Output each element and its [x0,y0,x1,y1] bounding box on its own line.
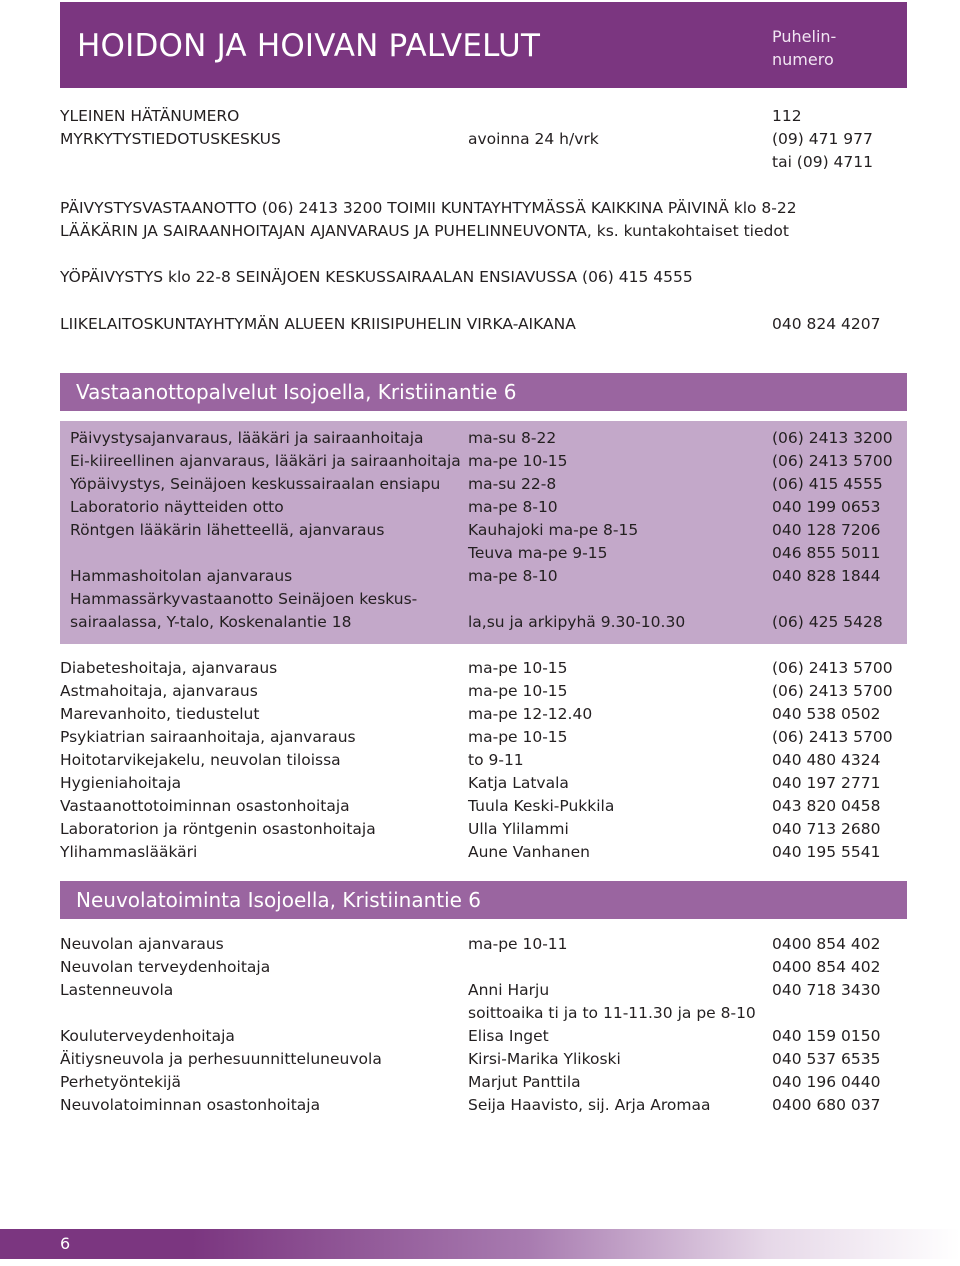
service-phone: 040 196 0440 [772,1073,881,1091]
service-info: Katja Latvala [468,774,569,792]
service-info: Teuva ma-pe 9-15 [468,544,608,562]
service-phone: (06) 2413 5700 [772,682,893,700]
service-phone: 040 199 0653 [772,498,881,516]
table-row [60,542,907,565]
footer-gradient-bar [0,1229,960,1259]
service-phone: (06) 2413 5700 [772,659,893,677]
page-title: HOIDON JA HOIVAN PALVELUT [77,28,541,64]
table-row [60,772,907,795]
service-info: Marjut Panttila [468,1073,581,1091]
phone-label-line2: numero [772,50,834,69]
service-name: Äitiysneuvola ja perhesuunnitteluneuvola [60,1050,382,1068]
service-phone: 040 480 4324 [772,751,881,769]
service-phone: 0400 680 037 [772,1096,881,1114]
service-info: Ulla Ylilammi [468,820,569,838]
phone-column-label [772,25,836,71]
service-name: sairaalassa, Y-talo, Koskenalantie 18 [70,613,352,631]
service-info: to 9-11 [468,751,524,769]
service-phone: 040 537 6535 [772,1050,881,1068]
service-info: Tuula Keski-Pukkila [468,797,615,815]
table-row [60,680,907,703]
table-row [60,841,907,864]
service-info: Kauhajoki ma-pe 8-15 [468,521,639,539]
service-phone: 040 713 2680 [772,820,881,838]
table-row [60,519,907,542]
service-name: Lastenneuvola [60,981,174,999]
service-phone: 040 159 0150 [772,1027,881,1045]
service-info: ma-pe 10-15 [468,659,568,677]
notice-line [60,220,907,243]
table-row [60,726,907,749]
table-row [60,818,907,841]
crisis-phone: 040 824 4207 [772,315,881,333]
page-header [60,2,907,88]
table-row [60,1048,907,1071]
service-phone: 046 855 5011 [772,544,881,562]
table-row [60,1002,907,1025]
service-name: Päivystysajanvaraus, lääkäri ja sairaanhoitaja [70,429,424,447]
service-phone: (06) 2413 5700 [772,728,893,746]
service-info: Seija Haavisto, sij. Arja Aromaa [468,1096,711,1114]
service-phone: 040 538 0502 [772,705,881,723]
table-row [60,1094,907,1117]
service-info: soittoaika ti ja to 11-11.30 ja pe 8-10 [468,1004,756,1022]
service-info: ma-pe 10-11 [468,935,568,953]
service-phone: (06) 2413 5700 [772,452,893,470]
service-phone: 040 128 7206 [772,521,881,539]
service-phone: 043 820 0458 [772,797,881,815]
service-name: Marevanhoito, tiedustelut [60,705,260,723]
service-phone: tai (09) 4711 [772,153,873,171]
table-row [60,933,907,956]
service-name: Psykiatrian sairaanhoitaja, ajanvaraus [60,728,356,746]
service-info: ma-pe 12-12.40 [468,705,593,723]
service-info: ma-su 8-22 [468,429,557,447]
service-phone: 0400 854 402 [772,958,881,976]
section-title: Neuvolatoiminta Isojoella, Kristiinantie 6 [76,888,482,912]
service-info: ma-su 22-8 [468,475,557,493]
service-info: Kirsi-Marika Ylikoski [468,1050,621,1068]
service-info: ma-pe 10-15 [468,682,568,700]
service-name: Vastaanottotoiminnan osastonhoitaja [60,797,350,815]
table-row [60,956,907,979]
service-name: Kouluterveydenhoitaja [60,1027,235,1045]
table-row [60,749,907,772]
service-info: ma-pe 10-15 [468,452,568,470]
table-row [60,795,907,818]
table-row [60,657,907,680]
notice-text: LÄÄKÄRIN JA SAIRAANHOITAJAN AJANVARAUS JA PUHELINNEUVONTA, ks. kuntakohtaiset tiedot [60,222,789,240]
service-name: Diabeteshoitaja, ajanvaraus [60,659,278,677]
service-info: avoinna 24 h/vrk [468,130,599,148]
table-row [60,611,907,634]
crisis-name: LIIKELAITOSKUNTAYHTYMÄN ALUEEN KRIISIPUHELIN VIRKA-AIKANA [60,315,576,333]
table-row [60,496,907,519]
page-number: 6 [60,1234,71,1253]
service-phone: 040 828 1844 [772,567,881,585]
service-info: Anni Harju [468,981,550,999]
general-row [60,128,907,151]
service-phone: 040 195 5541 [772,843,881,861]
service-info: ma-pe 8-10 [468,498,558,516]
table-row [60,565,907,588]
table-row [60,473,907,496]
notice-text: PÄIVYSTYSVASTAANOTTO (06) 2413 3200 TOIMII KUNTAYHTYMÄSSÄ KAIKKINA PÄIVINÄ klo 8-22 [60,199,797,217]
phone-label-line1: Puhelin- [772,27,837,46]
service-name: Astmahoitaja, ajanvaraus [60,682,258,700]
crisis-row [60,313,907,336]
service-info: Elisa Inget [468,1027,549,1045]
service-name: Ylihammaslääkäri [60,843,198,861]
service-name: YLEINEN HÄTÄNUMERO [60,107,240,125]
service-name: Neuvolan ajanvaraus [60,935,224,953]
service-info: ma-pe 8-10 [468,567,558,585]
service-name: MYRKYTYSTIEDOTUSKESKUS [60,130,281,148]
service-phone: (06) 425 5428 [772,613,883,631]
table-row [60,1071,907,1094]
service-name: Neuvolatoiminnan osastonhoitaja [60,1096,321,1114]
service-name: Hammassärkyvastaanotto Seinäjoen keskus- [70,590,418,608]
service-info: Aune Vanhanen [468,843,590,861]
service-phone: 112 [772,107,802,125]
table-row [60,703,907,726]
service-name: Perhetyöntekijä [60,1073,182,1091]
table-row [60,450,907,473]
service-name: Röntgen lääkärin lähetteellä, ajanvaraus [70,521,385,539]
service-name: Hygieniahoitaja [60,774,182,792]
general-row [60,105,907,128]
section-header [60,881,907,919]
table-row [60,979,907,1002]
service-name: Neuvolan terveydenhoitaja [60,958,271,976]
section-title: Vastaanottopalvelut Isojoella, Kristiinantie 6 [76,380,517,404]
table-row [60,427,907,450]
service-info: ma-pe 10-15 [468,728,568,746]
service-phone: 0400 854 402 [772,935,881,953]
service-phone: (06) 415 4555 [772,475,883,493]
service-phone: (09) 471 977 [772,130,873,148]
notice-line [60,197,907,220]
section-header [60,373,907,411]
service-name: Yöpäivystys, Seinäjoen keskussairaalan ensiapu [70,475,441,493]
notice-line [60,266,907,289]
service-name: Laboratorio näytteiden otto [70,498,284,516]
service-name: Laboratorion ja röntgenin osastonhoitaja [60,820,376,838]
service-name: Hammashoitolan ajanvaraus [70,567,293,585]
service-name: Ei-kiireellinen ajanvaraus, lääkäri ja sairaanhoitaja [70,452,461,470]
service-info: la,su ja arkipyhä 9.30-10.30 [468,613,686,631]
table-row [60,588,907,611]
service-name: Hoitotarvikejakelu, neuvolan tiloissa [60,751,341,769]
service-phone: 040 197 2771 [772,774,881,792]
service-phone: (06) 2413 3200 [772,429,893,447]
table-row [60,1025,907,1048]
service-phone: 040 718 3430 [772,981,881,999]
general-row [60,151,907,174]
notice-text: YÖPÄIVYSTYS klo 22-8 SEINÄJOEN KESKUSSAIRAALAN ENSIAVUSSA (06) 415 4555 [60,268,693,286]
